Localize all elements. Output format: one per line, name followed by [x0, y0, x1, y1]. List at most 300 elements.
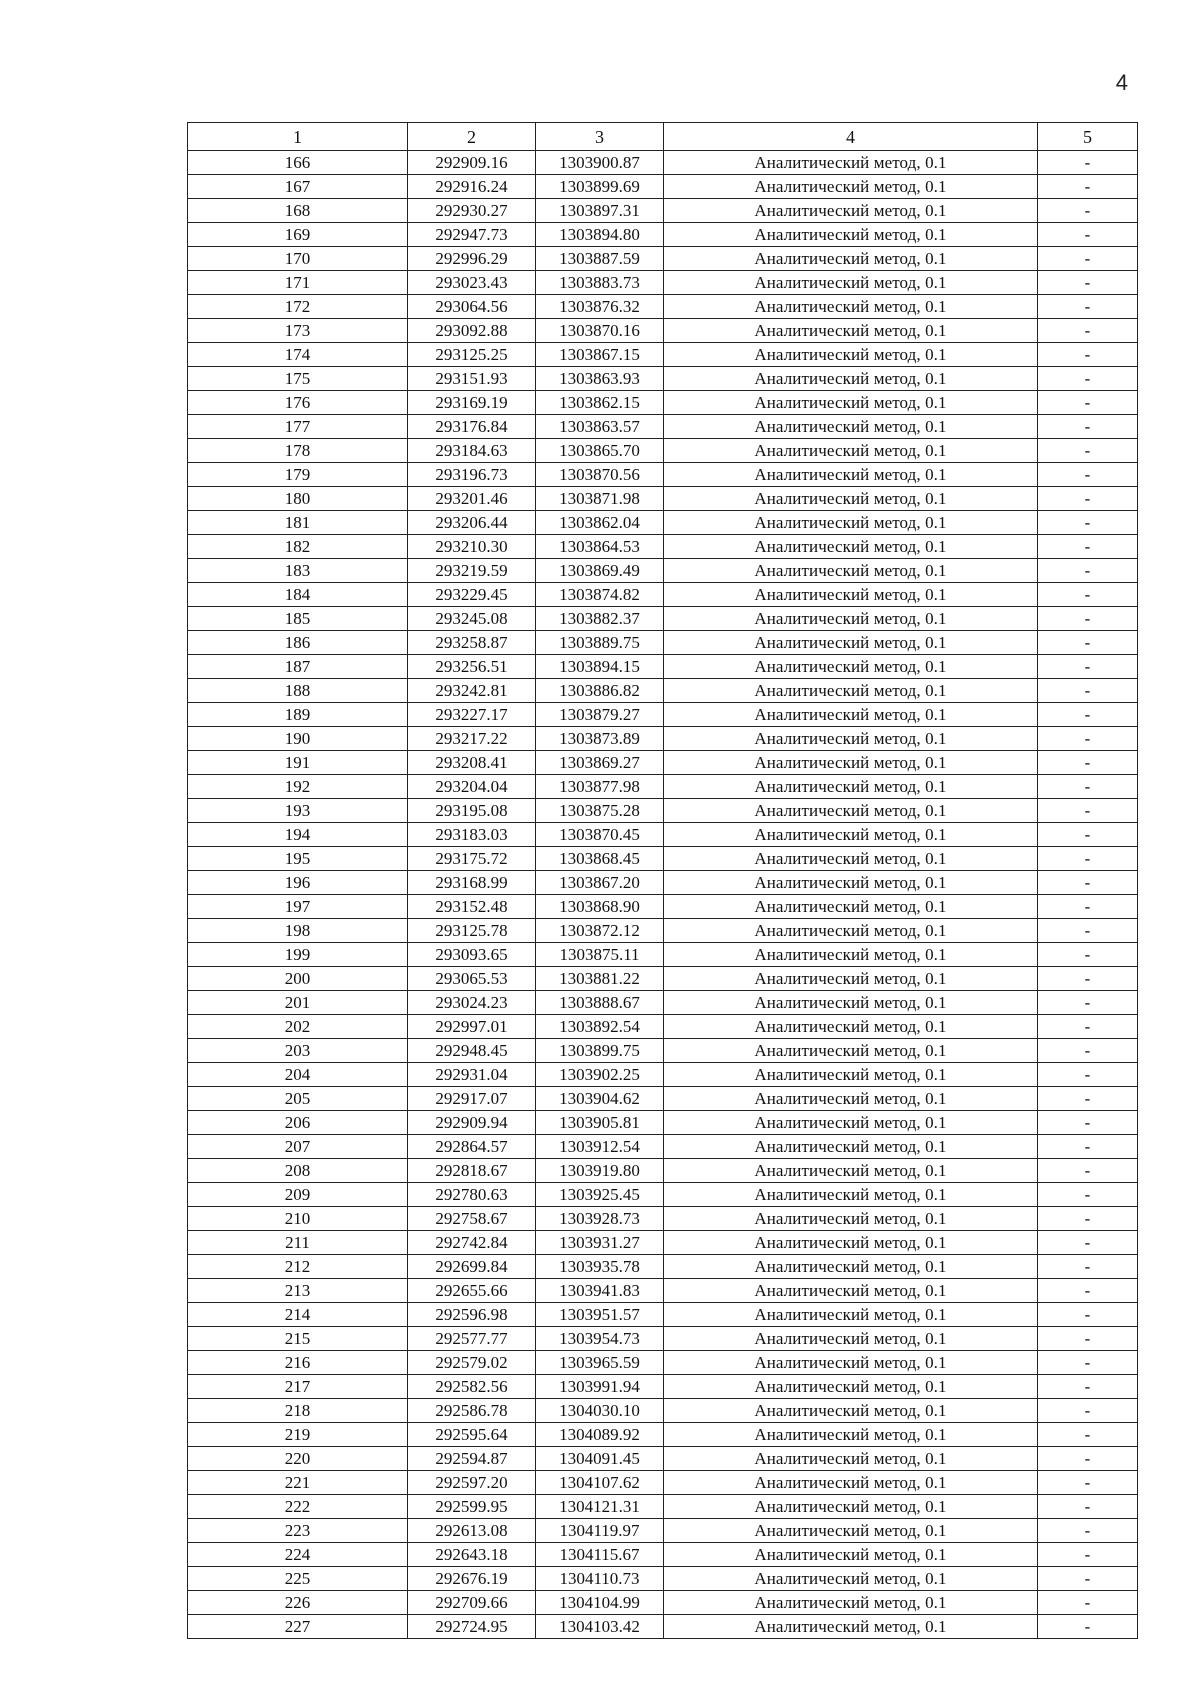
note-cell: - — [1038, 943, 1138, 967]
note-cell: - — [1038, 1495, 1138, 1519]
y-coordinate-cell: 1303867.15 — [536, 343, 664, 367]
point-number-cell: 198 — [188, 919, 408, 943]
note-cell: - — [1038, 1591, 1138, 1615]
y-coordinate-cell: 1303892.54 — [536, 1015, 664, 1039]
x-coordinate-cell: 293183.03 — [408, 823, 536, 847]
x-coordinate-cell: 292931.04 — [408, 1063, 536, 1087]
y-coordinate-cell: 1303951.57 — [536, 1303, 664, 1327]
method-cell: Аналитический метод, 0.1 — [664, 703, 1038, 727]
x-coordinate-cell: 293196.73 — [408, 463, 536, 487]
note-cell: - — [1038, 1015, 1138, 1039]
point-number-cell: 208 — [188, 1159, 408, 1183]
y-coordinate-cell: 1303897.31 — [536, 199, 664, 223]
x-coordinate-cell: 293125.78 — [408, 919, 536, 943]
table-row — [188, 1159, 1138, 1183]
method-cell: Аналитический метод, 0.1 — [664, 1375, 1038, 1399]
x-coordinate-cell: 293176.84 — [408, 415, 536, 439]
table-row — [188, 895, 1138, 919]
table-row — [188, 367, 1138, 391]
point-number-cell: 201 — [188, 991, 408, 1015]
method-cell: Аналитический метод, 0.1 — [664, 343, 1038, 367]
table-row — [188, 1327, 1138, 1351]
y-coordinate-cell: 1303899.75 — [536, 1039, 664, 1063]
table-row — [188, 631, 1138, 655]
x-coordinate-cell: 292655.66 — [408, 1279, 536, 1303]
table-row — [188, 1279, 1138, 1303]
x-coordinate-cell: 293168.99 — [408, 871, 536, 895]
table-row — [188, 247, 1138, 271]
point-number-cell: 175 — [188, 367, 408, 391]
table-row — [188, 1231, 1138, 1255]
point-number-cell: 188 — [188, 679, 408, 703]
x-coordinate-cell: 292780.63 — [408, 1183, 536, 1207]
x-coordinate-cell: 292595.64 — [408, 1423, 536, 1447]
y-coordinate-cell: 1303868.45 — [536, 847, 664, 871]
x-coordinate-cell: 292948.45 — [408, 1039, 536, 1063]
table-row — [188, 535, 1138, 559]
y-coordinate-cell: 1303877.98 — [536, 775, 664, 799]
table-row — [188, 1111, 1138, 1135]
note-cell: - — [1038, 1135, 1138, 1159]
method-cell: Аналитический метод, 0.1 — [664, 871, 1038, 895]
point-number-cell: 190 — [188, 727, 408, 751]
table-row — [188, 943, 1138, 967]
x-coordinate-cell: 292709.66 — [408, 1591, 536, 1615]
table-row — [188, 1543, 1138, 1567]
method-cell: Аналитический метод, 0.1 — [664, 1207, 1038, 1231]
table-row — [188, 1135, 1138, 1159]
point-number-cell: 227 — [188, 1615, 408, 1639]
note-cell: - — [1038, 247, 1138, 271]
point-number-cell: 179 — [188, 463, 408, 487]
y-coordinate-cell: 1303888.67 — [536, 991, 664, 1015]
x-coordinate-cell: 293151.93 — [408, 367, 536, 391]
table-row — [188, 1039, 1138, 1063]
note-cell: - — [1038, 1543, 1138, 1567]
note-cell: - — [1038, 511, 1138, 535]
point-number-cell: 222 — [188, 1495, 408, 1519]
method-cell: Аналитический метод, 0.1 — [664, 223, 1038, 247]
point-number-cell: 172 — [188, 295, 408, 319]
x-coordinate-cell: 292699.84 — [408, 1255, 536, 1279]
point-number-cell: 203 — [188, 1039, 408, 1063]
table-row — [188, 487, 1138, 511]
x-coordinate-cell: 293208.41 — [408, 751, 536, 775]
method-cell: Аналитический метод, 0.1 — [664, 607, 1038, 631]
note-cell: - — [1038, 1279, 1138, 1303]
note-cell: - — [1038, 1399, 1138, 1423]
method-cell: Аналитический метод, 0.1 — [664, 1399, 1038, 1423]
table-body — [188, 151, 1138, 1639]
method-cell: Аналитический метод, 0.1 — [664, 151, 1038, 175]
point-number-cell: 180 — [188, 487, 408, 511]
note-cell: - — [1038, 847, 1138, 871]
y-coordinate-cell: 1304089.92 — [536, 1423, 664, 1447]
y-coordinate-cell: 1303886.82 — [536, 679, 664, 703]
method-cell: Аналитический метод, 0.1 — [664, 655, 1038, 679]
x-coordinate-cell: 293227.17 — [408, 703, 536, 727]
x-coordinate-cell: 293258.87 — [408, 631, 536, 655]
x-coordinate-cell: 293242.81 — [408, 679, 536, 703]
y-coordinate-cell: 1303875.28 — [536, 799, 664, 823]
method-cell: Аналитический метод, 0.1 — [664, 463, 1038, 487]
table-row — [188, 295, 1138, 319]
y-coordinate-cell: 1303904.62 — [536, 1087, 664, 1111]
x-coordinate-cell: 292947.73 — [408, 223, 536, 247]
table-row — [188, 1471, 1138, 1495]
note-cell: - — [1038, 1183, 1138, 1207]
y-coordinate-cell: 1304030.10 — [536, 1399, 664, 1423]
point-number-cell: 224 — [188, 1543, 408, 1567]
method-cell: Аналитический метод, 0.1 — [664, 175, 1038, 199]
method-cell: Аналитический метод, 0.1 — [664, 895, 1038, 919]
note-cell: - — [1038, 1375, 1138, 1399]
x-coordinate-cell: 292930.27 — [408, 199, 536, 223]
method-cell: Аналитический метод, 0.1 — [664, 1135, 1038, 1159]
note-cell: - — [1038, 559, 1138, 583]
y-coordinate-cell: 1304115.67 — [536, 1543, 664, 1567]
method-cell: Аналитический метод, 0.1 — [664, 271, 1038, 295]
table-row — [188, 871, 1138, 895]
table-row — [188, 271, 1138, 295]
x-coordinate-cell: 293204.04 — [408, 775, 536, 799]
x-coordinate-cell: 293175.72 — [408, 847, 536, 871]
x-coordinate-cell: 292996.29 — [408, 247, 536, 271]
point-number-cell: 185 — [188, 607, 408, 631]
note-cell: - — [1038, 871, 1138, 895]
note-cell: - — [1038, 1087, 1138, 1111]
x-coordinate-cell: 292909.16 — [408, 151, 536, 175]
x-coordinate-cell: 292909.94 — [408, 1111, 536, 1135]
x-coordinate-cell: 293184.63 — [408, 439, 536, 463]
method-cell: Аналитический метод, 0.1 — [664, 391, 1038, 415]
note-cell: - — [1038, 1519, 1138, 1543]
x-coordinate-cell: 292579.02 — [408, 1351, 536, 1375]
table-row — [188, 1015, 1138, 1039]
note-cell: - — [1038, 991, 1138, 1015]
note-cell: - — [1038, 1207, 1138, 1231]
note-cell: - — [1038, 463, 1138, 487]
point-number-cell: 211 — [188, 1231, 408, 1255]
method-cell: Аналитический метод, 0.1 — [664, 1471, 1038, 1495]
point-number-cell: 189 — [188, 703, 408, 727]
y-coordinate-cell: 1303876.32 — [536, 295, 664, 319]
method-cell: Аналитический метод, 0.1 — [664, 1039, 1038, 1063]
note-cell: - — [1038, 1423, 1138, 1447]
x-coordinate-cell: 292582.56 — [408, 1375, 536, 1399]
method-cell: Аналитический метод, 0.1 — [664, 1519, 1038, 1543]
point-number-cell: 176 — [188, 391, 408, 415]
y-coordinate-cell: 1303919.80 — [536, 1159, 664, 1183]
point-number-cell: 219 — [188, 1423, 408, 1447]
y-coordinate-cell: 1303928.73 — [536, 1207, 664, 1231]
x-coordinate-cell: 292586.78 — [408, 1399, 536, 1423]
note-cell: - — [1038, 823, 1138, 847]
y-coordinate-cell: 1304104.99 — [536, 1591, 664, 1615]
y-coordinate-cell: 1303925.45 — [536, 1183, 664, 1207]
method-cell: Аналитический метод, 0.1 — [664, 1495, 1038, 1519]
table-row — [188, 1615, 1138, 1639]
point-number-cell: 187 — [188, 655, 408, 679]
note-cell: - — [1038, 919, 1138, 943]
method-cell: Аналитический метод, 0.1 — [664, 247, 1038, 271]
y-coordinate-cell: 1303862.04 — [536, 511, 664, 535]
x-coordinate-cell: 293201.46 — [408, 487, 536, 511]
note-cell: - — [1038, 535, 1138, 559]
method-cell: Аналитический метод, 0.1 — [664, 1303, 1038, 1327]
note-cell: - — [1038, 223, 1138, 247]
note-cell: - — [1038, 343, 1138, 367]
note-cell: - — [1038, 1351, 1138, 1375]
table-row — [188, 727, 1138, 751]
point-number-cell: 170 — [188, 247, 408, 271]
table-row — [188, 439, 1138, 463]
method-cell: Аналитический метод, 0.1 — [664, 1231, 1038, 1255]
point-number-cell: 217 — [188, 1375, 408, 1399]
y-coordinate-cell: 1304110.73 — [536, 1567, 664, 1591]
x-coordinate-cell: 293206.44 — [408, 511, 536, 535]
note-cell: - — [1038, 895, 1138, 919]
header-col-1: 1 — [188, 123, 408, 151]
point-number-cell: 181 — [188, 511, 408, 535]
point-number-cell: 196 — [188, 871, 408, 895]
method-cell: Аналитический метод, 0.1 — [664, 583, 1038, 607]
note-cell: - — [1038, 727, 1138, 751]
method-cell: Аналитический метод, 0.1 — [664, 1279, 1038, 1303]
note-cell: - — [1038, 415, 1138, 439]
point-number-cell: 191 — [188, 751, 408, 775]
method-cell: Аналитический метод, 0.1 — [664, 727, 1038, 751]
page-number: 4 — [1115, 70, 1128, 95]
x-coordinate-cell: 292676.19 — [408, 1567, 536, 1591]
y-coordinate-cell: 1304107.62 — [536, 1471, 664, 1495]
note-cell: - — [1038, 175, 1138, 199]
table-row — [188, 223, 1138, 247]
y-coordinate-cell: 1303870.56 — [536, 463, 664, 487]
y-coordinate-cell: 1303870.45 — [536, 823, 664, 847]
point-number-cell: 169 — [188, 223, 408, 247]
y-coordinate-cell: 1303862.15 — [536, 391, 664, 415]
note-cell: - — [1038, 271, 1138, 295]
table-row — [188, 1207, 1138, 1231]
note-cell: - — [1038, 1567, 1138, 1591]
method-cell: Аналитический метод, 0.1 — [664, 823, 1038, 847]
point-number-cell: 218 — [188, 1399, 408, 1423]
table-row — [188, 583, 1138, 607]
x-coordinate-cell: 293169.19 — [408, 391, 536, 415]
x-coordinate-cell: 292613.08 — [408, 1519, 536, 1543]
note-cell: - — [1038, 1039, 1138, 1063]
y-coordinate-cell: 1303894.15 — [536, 655, 664, 679]
x-coordinate-cell: 292916.24 — [408, 175, 536, 199]
method-cell: Аналитический метод, 0.1 — [664, 1255, 1038, 1279]
x-coordinate-cell: 292597.20 — [408, 1471, 536, 1495]
table-row — [188, 1519, 1138, 1543]
y-coordinate-cell: 1303935.78 — [536, 1255, 664, 1279]
y-coordinate-cell: 1303881.22 — [536, 967, 664, 991]
x-coordinate-cell: 293229.45 — [408, 583, 536, 607]
table-row — [188, 415, 1138, 439]
y-coordinate-cell: 1303868.90 — [536, 895, 664, 919]
method-cell: Аналитический метод, 0.1 — [664, 943, 1038, 967]
table-row — [188, 967, 1138, 991]
table-row — [188, 199, 1138, 223]
y-coordinate-cell: 1303991.94 — [536, 1375, 664, 1399]
table-row — [188, 847, 1138, 871]
table-header-row — [188, 123, 1138, 151]
y-coordinate-cell: 1303874.82 — [536, 583, 664, 607]
note-cell: - — [1038, 1111, 1138, 1135]
y-coordinate-cell: 1303902.25 — [536, 1063, 664, 1087]
note-cell: - — [1038, 487, 1138, 511]
x-coordinate-cell: 293245.08 — [408, 607, 536, 631]
method-cell: Аналитический метод, 0.1 — [664, 1447, 1038, 1471]
x-coordinate-cell: 292742.84 — [408, 1231, 536, 1255]
table-row — [188, 799, 1138, 823]
note-cell: - — [1038, 679, 1138, 703]
x-coordinate-cell: 292596.98 — [408, 1303, 536, 1327]
x-coordinate-cell: 293093.65 — [408, 943, 536, 967]
header-col-4: 4 — [664, 123, 1038, 151]
point-number-cell: 182 — [188, 535, 408, 559]
method-cell: Аналитический метод, 0.1 — [664, 1423, 1038, 1447]
method-cell: Аналитический метод, 0.1 — [664, 1087, 1038, 1111]
table-row — [188, 1303, 1138, 1327]
method-cell: Аналитический метод, 0.1 — [664, 199, 1038, 223]
table-row — [188, 151, 1138, 175]
method-cell: Аналитический метод, 0.1 — [664, 1063, 1038, 1087]
method-cell: Аналитический метод, 0.1 — [664, 1351, 1038, 1375]
method-cell: Аналитический метод, 0.1 — [664, 1159, 1038, 1183]
table-row — [188, 751, 1138, 775]
method-cell: Аналитический метод, 0.1 — [664, 991, 1038, 1015]
note-cell: - — [1038, 1471, 1138, 1495]
point-number-cell: 174 — [188, 343, 408, 367]
x-coordinate-cell: 293210.30 — [408, 535, 536, 559]
method-cell: Аналитический метод, 0.1 — [664, 1183, 1038, 1207]
note-cell: - — [1038, 439, 1138, 463]
x-coordinate-cell: 292758.67 — [408, 1207, 536, 1231]
note-cell: - — [1038, 319, 1138, 343]
y-coordinate-cell: 1303931.27 — [536, 1231, 664, 1255]
point-number-cell: 207 — [188, 1135, 408, 1159]
point-number-cell: 213 — [188, 1279, 408, 1303]
table-row — [188, 511, 1138, 535]
point-number-cell: 202 — [188, 1015, 408, 1039]
method-cell: Аналитический метод, 0.1 — [664, 679, 1038, 703]
method-cell: Аналитический метод, 0.1 — [664, 1327, 1038, 1351]
x-coordinate-cell: 292577.77 — [408, 1327, 536, 1351]
note-cell: - — [1038, 295, 1138, 319]
table-row — [188, 775, 1138, 799]
y-coordinate-cell: 1303899.69 — [536, 175, 664, 199]
table-row — [188, 1063, 1138, 1087]
y-coordinate-cell: 1303883.73 — [536, 271, 664, 295]
method-cell: Аналитический метод, 0.1 — [664, 367, 1038, 391]
y-coordinate-cell: 1303954.73 — [536, 1327, 664, 1351]
method-cell: Аналитический метод, 0.1 — [664, 1111, 1038, 1135]
table-row — [188, 1087, 1138, 1111]
method-cell: Аналитический метод, 0.1 — [664, 511, 1038, 535]
y-coordinate-cell: 1303879.27 — [536, 703, 664, 727]
table-row — [188, 391, 1138, 415]
table-row — [188, 463, 1138, 487]
y-coordinate-cell: 1303912.54 — [536, 1135, 664, 1159]
table-row — [188, 1351, 1138, 1375]
table-row — [188, 823, 1138, 847]
y-coordinate-cell: 1303941.83 — [536, 1279, 664, 1303]
method-cell: Аналитический метод, 0.1 — [664, 1591, 1038, 1615]
x-coordinate-cell: 293125.25 — [408, 343, 536, 367]
note-cell: - — [1038, 1327, 1138, 1351]
method-cell: Аналитический метод, 0.1 — [664, 487, 1038, 511]
method-cell: Аналитический метод, 0.1 — [664, 295, 1038, 319]
note-cell: - — [1038, 1255, 1138, 1279]
table-row — [188, 1255, 1138, 1279]
note-cell: - — [1038, 151, 1138, 175]
note-cell: - — [1038, 655, 1138, 679]
x-coordinate-cell: 292724.95 — [408, 1615, 536, 1639]
table-row — [188, 1495, 1138, 1519]
header-col-3: 3 — [536, 123, 664, 151]
point-number-cell: 216 — [188, 1351, 408, 1375]
point-number-cell: 214 — [188, 1303, 408, 1327]
method-cell: Аналитический метод, 0.1 — [664, 1615, 1038, 1639]
x-coordinate-cell: 292643.18 — [408, 1543, 536, 1567]
point-number-cell: 184 — [188, 583, 408, 607]
note-cell: - — [1038, 583, 1138, 607]
y-coordinate-cell: 1303869.27 — [536, 751, 664, 775]
y-coordinate-cell: 1304103.42 — [536, 1615, 664, 1639]
point-number-cell: 177 — [188, 415, 408, 439]
note-cell: - — [1038, 1063, 1138, 1087]
table-row — [188, 343, 1138, 367]
x-coordinate-cell: 293256.51 — [408, 655, 536, 679]
note-cell: - — [1038, 367, 1138, 391]
point-number-cell: 178 — [188, 439, 408, 463]
x-coordinate-cell: 292917.07 — [408, 1087, 536, 1111]
point-number-cell: 193 — [188, 799, 408, 823]
note-cell: - — [1038, 967, 1138, 991]
point-number-cell: 194 — [188, 823, 408, 847]
x-coordinate-cell: 292864.57 — [408, 1135, 536, 1159]
method-cell: Аналитический метод, 0.1 — [664, 559, 1038, 583]
point-number-cell: 195 — [188, 847, 408, 871]
point-number-cell: 197 — [188, 895, 408, 919]
y-coordinate-cell: 1303882.37 — [536, 607, 664, 631]
note-cell: - — [1038, 607, 1138, 631]
method-cell: Аналитический метод, 0.1 — [664, 535, 1038, 559]
y-coordinate-cell: 1303889.75 — [536, 631, 664, 655]
table-row — [188, 1183, 1138, 1207]
note-cell: - — [1038, 775, 1138, 799]
table-row — [188, 1591, 1138, 1615]
method-cell: Аналитический метод, 0.1 — [664, 799, 1038, 823]
point-number-cell: 171 — [188, 271, 408, 295]
y-coordinate-cell: 1303867.20 — [536, 871, 664, 895]
y-coordinate-cell: 1303894.80 — [536, 223, 664, 247]
y-coordinate-cell: 1303869.49 — [536, 559, 664, 583]
table-row — [188, 319, 1138, 343]
point-number-cell: 183 — [188, 559, 408, 583]
note-cell: - — [1038, 703, 1138, 727]
point-number-cell: 205 — [188, 1087, 408, 1111]
point-number-cell: 204 — [188, 1063, 408, 1087]
point-number-cell: 206 — [188, 1111, 408, 1135]
note-cell: - — [1038, 391, 1138, 415]
note-cell: - — [1038, 799, 1138, 823]
x-coordinate-cell: 292594.87 — [408, 1447, 536, 1471]
